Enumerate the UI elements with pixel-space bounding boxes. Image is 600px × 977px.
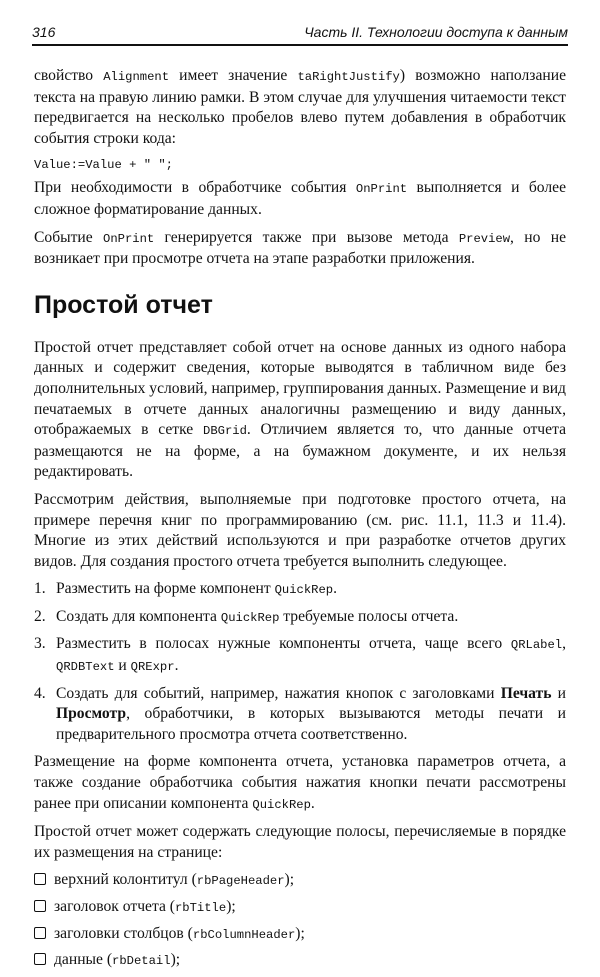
text: Размещение на форме компонента отчета, установка параметров отчета, а также создание обработчика события нажатия кнопки печати рассмотрены ранее при описании компонента [34,753,566,812]
list-number: 3. [34,635,46,653]
list-item [34,870,566,892]
paragraph-alignment [34,66,566,149]
checkbox-bullet-icon [34,927,46,939]
checkbox-bullet-icon [34,900,46,912]
paragraph-steps-intro: Рассмотрим действия, выполняемые при подготовке простого отчета, на примере перечня книг по программированию (см. рис. 11.1, 11.3 и 11.4). Многие из этих действий используются и при разработке отчетов других видов. Для создания простого отчета требуется выполнить следующее. [34,490,566,570]
text: При необходимости в обработчике события [34,179,356,197]
list-item [34,607,566,629]
list-number: 1. [34,580,46,598]
list-item-text: Создать для компонента QuickRep требуемые полосы отчета. [56,607,459,625]
list-item [34,579,566,601]
list-item-text: верхний колонтитул (rbPageHeader); [54,871,295,889]
list-item [34,950,566,972]
list-item-text: заголовок отчета (rbTitle); [54,898,236,915]
paragraph-onprint [34,178,566,220]
bands-list [34,870,566,971]
list-item-text: Разместить на форме компонент QuickRep. [56,580,337,598]
paragraph-simple-report [34,338,566,483]
list-item [34,684,566,746]
paragraph-preview [34,228,566,270]
code-term: Preview [458,231,511,246]
list-item-text: данные (rbDetail); [54,951,181,969]
text: , но не возникает при просмотре отчета на этапе разработки приложения. [34,228,566,268]
text: свойство [34,67,104,84]
checkbox-bullet-icon [34,953,46,965]
text: генерируется также при вызове метода [154,228,459,246]
header-rule [32,44,568,46]
text: Событие [34,228,104,246]
list-item-text: заголовки столбцов (rbColumnHeader); [54,924,305,942]
text: . [310,794,315,812]
text: выполняется и более сложное форматирование данных. [34,179,567,218]
code-term: DBGrid [203,424,247,439]
text: . Отличием является то, что данные отчета размещаются не на форме, а на бумажном документе, и их нельзя редактировать. [34,421,566,481]
page-header [32,22,568,44]
code-term: taRightJustify [297,70,400,84]
paragraph-bands-intro: Простой отчет может содержать следующие полосы, перечисляемые в порядке их размещения на странице: [34,823,566,861]
paragraph-placement [34,752,566,815]
list-item [34,897,566,919]
text: имеет значение [169,67,298,84]
list-item [34,634,566,677]
section-heading: Простой отчет [34,290,213,319]
code-term: OnPrint [103,231,155,246]
text: ) возможно наползание текста на правую линию рамки. В этом случае для улучшения читаемости текст передвигается на несколько пробелов влево путем добавления в обработчик события строки кода: [34,67,566,147]
code-term: QuickRep [252,797,311,812]
checkbox-bullet-icon [34,873,46,885]
code-term: OnPrint [355,182,408,197]
list-item-text: Создать для событий, например, нажатия кнопок с заголовками Печать и Просмотр, обработчики, в которых вызываются методы печати и предварительного просмотра отчета соответственно. [56,684,566,743]
code-term: Alignment [103,70,170,84]
text: Простой отчет представляет собой отчет на основе данных из одного набора данных и содержит сведения, которые выводятся в табличном виде без дополнительных условий, например, группирования данных. Размещение и вид печатаемых в отчете данных аналогичны размещению и виду данных, отображаемых в сетке [34,338,566,439]
steps-list [34,579,566,745]
list-item [34,924,566,946]
running-title: Часть II. Технологии доступа к данным [304,24,568,40]
list-item-text: Разместить в полосах нужные компоненты отчета, чаще всего QRLabel, QRDBText и QRExpr. [56,635,566,675]
page-number: 316 [32,24,56,40]
page-body [34,66,566,977]
list-number: 4. [34,684,46,702]
list-number: 2. [34,607,46,625]
code-snippet: Value:=Value + " "; [34,158,173,173]
